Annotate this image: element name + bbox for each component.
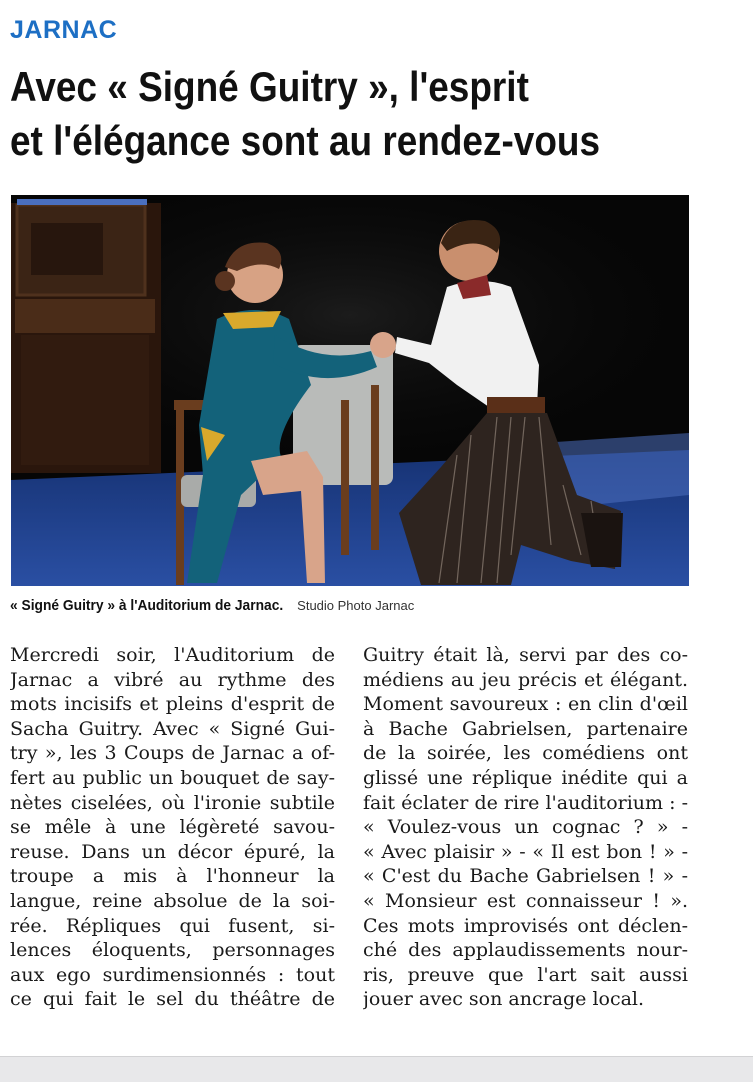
text-line: Ces mots improvisés ont déclen-: [363, 914, 688, 937]
bottom-toolbar: [0, 1056, 753, 1082]
text-line: Sacha Guitry. Avec « Signé Gui-: [10, 717, 335, 740]
text-line: ché des applaudissements nour-: [363, 939, 688, 962]
text-line: médiens au jeu précis et élégant.: [363, 668, 688, 691]
text-line: fert au public un bouquet de say-: [10, 766, 335, 789]
headline-line: Avec « Signé Guitry », l'esprit: [10, 63, 529, 110]
text-line: Guitry était là, servi par des co-: [363, 644, 688, 666]
text-line: de la soirée, les comédiens ont: [363, 742, 688, 765]
text-line: « Monsieur est connaisseur ! ».: [363, 889, 688, 912]
text-line: fait éclater de rire l'auditorium : -: [363, 791, 688, 814]
text-line: Moment savoureux : en clin d'œil: [363, 693, 688, 716]
text-line: nètes ciselées, où l'ironie subtile: [10, 791, 335, 814]
text-line: Jarnac a vibré au rythme des: [10, 668, 335, 691]
text-line: jouer avec son ancrage local.: [363, 988, 645, 1011]
text-line: « C'est du Bache Gabrielsen ! » -: [363, 865, 688, 888]
article-column-1: [10, 643, 335, 1012]
text-line: aux ego surdimensionnés : tout: [10, 963, 335, 986]
text-line: Mercredi soir, l'Auditorium de: [10, 644, 335, 666]
text-line: à Bache Gabrielsen, partenaire: [363, 717, 688, 740]
photo-caption: [10, 597, 414, 614]
text-line: reuse. Dans un décor épuré, la: [10, 840, 335, 863]
text-line: ce qui fait le sel du théâtre de: [10, 988, 335, 1011]
text-line: « Voulez-vous un cognac ? » -: [363, 816, 688, 839]
text-line: ris, preuve que l'art sait aussi: [363, 963, 688, 986]
photo-credit: Studio Photo Jarnac: [297, 598, 415, 613]
headline: [10, 60, 657, 168]
text-line: mots incisifs et pleins d'esprit de: [10, 693, 335, 716]
text-line: troupe a mis à l'honneur la: [10, 865, 335, 888]
article-photo: [11, 195, 689, 586]
caption-text: « Signé Guitry » à l'Auditorium de Jarnac.: [10, 597, 284, 614]
text-line: rée. Répliques qui fusent, si-: [10, 914, 335, 937]
text-line: glissé une réplique inédite qui a: [363, 766, 688, 789]
text-line: try », les 3 Coups de Jarnac a of-: [10, 742, 335, 765]
text-line: se mêle à une légèreté savou-: [10, 816, 335, 839]
text-line: « Avec plaisir » - « Il est bon ! » -: [363, 840, 688, 863]
text-line: lences éloquents, personnages: [10, 939, 335, 962]
article-column-2: [363, 643, 688, 1012]
text-line: langue, reine absolue de la soi-: [10, 889, 335, 912]
section-rubric: JARNAC: [10, 16, 118, 44]
headline-line: et l'élégance sont au rendez-vous: [10, 117, 601, 164]
stage-scene-illustration: [11, 195, 689, 586]
